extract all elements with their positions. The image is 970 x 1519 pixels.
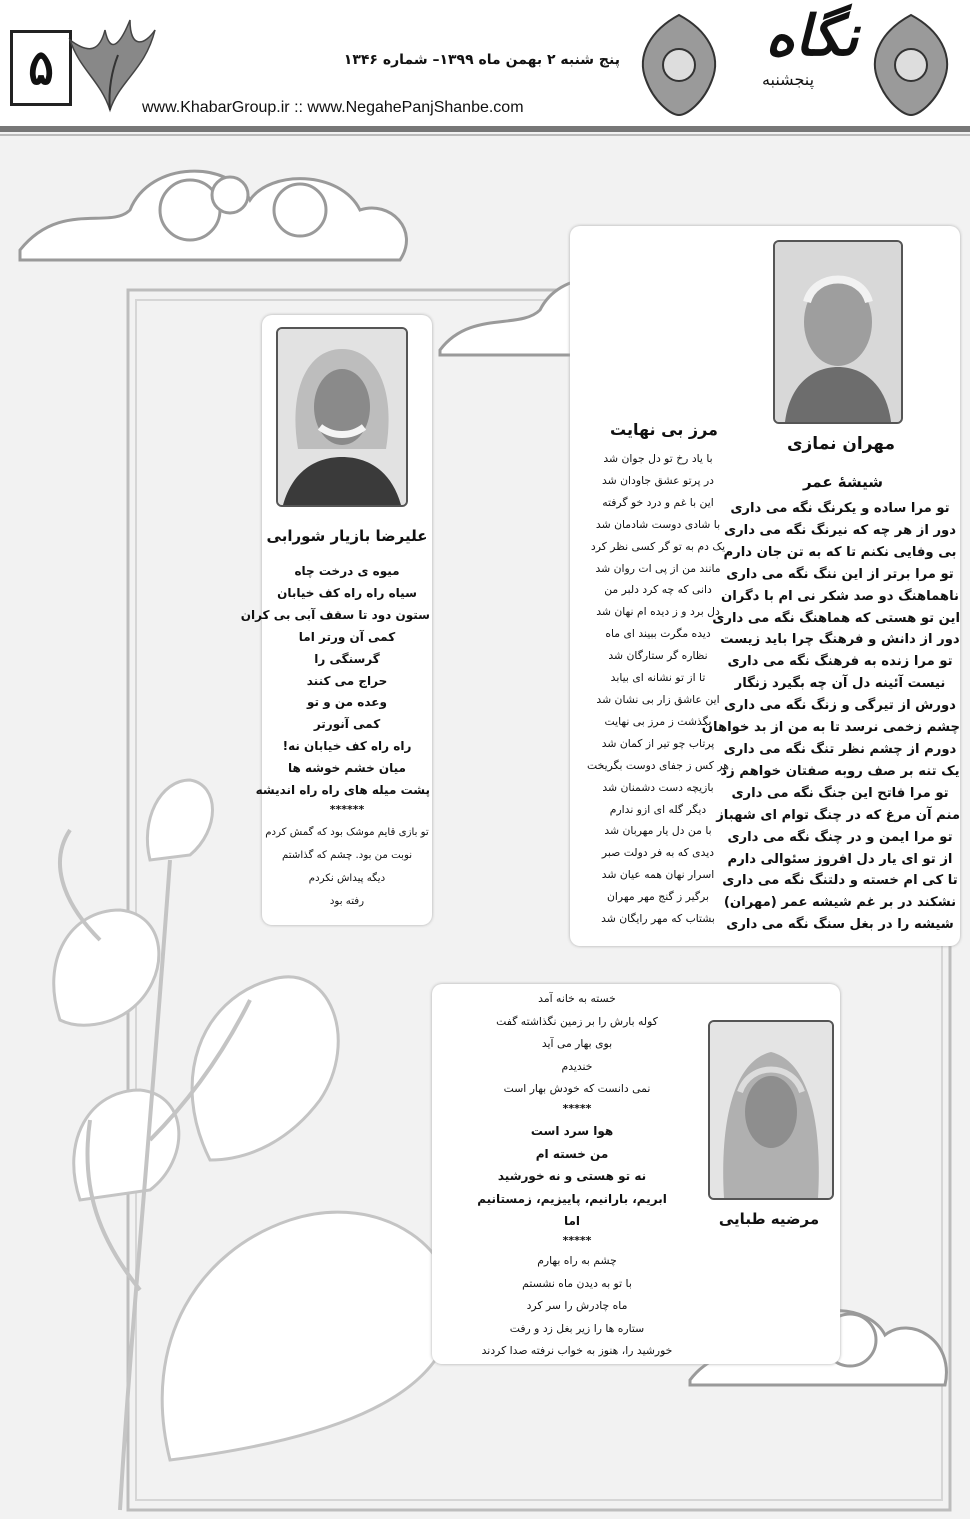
poem-body-shisheh xyxy=(701,498,960,936)
verse-line: مانند من از پی ات روان شد xyxy=(595,561,721,575)
verse-line: نشکند در بر غم شیشه عمر (مهران) xyxy=(723,895,957,911)
verse-line: بازیچه دست دشمنان شد xyxy=(602,780,714,794)
poem-body-marz xyxy=(574,448,742,930)
card-tabaei xyxy=(432,984,840,1364)
verse-line: گرسنگی را xyxy=(314,651,380,666)
verse-line: تا از تو نشانه ای بیابد xyxy=(610,671,706,685)
verse-line: دور از هر چه که نیرنگ نگه می داری xyxy=(724,522,956,538)
verse-line: این عاشق زار بی نشان شد xyxy=(596,692,720,706)
portrait-namazi xyxy=(773,240,903,424)
verse-line: دورم از چشم نظر تنگ نگه می داری xyxy=(723,741,957,757)
verse-line: هوا سرد است xyxy=(530,1124,614,1138)
verse-line: پشت میله های راه راه اندیشه xyxy=(255,783,430,798)
verse-line: کمی آنورتر xyxy=(313,717,381,732)
card-bazyar xyxy=(240,315,432,925)
verse-line: دل برد و ز دیده ام نهان شد xyxy=(596,605,720,619)
ornament-left-icon xyxy=(632,10,727,120)
header-rule-thin xyxy=(0,134,970,136)
poem-title-marz: مرز بی نهایت xyxy=(610,420,718,439)
verse-line: دانی که چه کرد دلبر من xyxy=(604,583,712,597)
verse-line: حراج می کنند xyxy=(306,673,388,688)
poem-body-bazyar-2 xyxy=(264,821,430,913)
verse-line: ستاره ها را زیر بغل زد و رفت xyxy=(509,1321,645,1335)
verse-line: هر کس ز جفای دوست بگریخت xyxy=(587,758,729,772)
verse-line: پرتاب چو تیر از کمان شد xyxy=(601,736,715,750)
verse-line: منم آن مرغ که در چنگ توام ای شهباز xyxy=(716,807,960,823)
verse-line: من خسته ام xyxy=(535,1146,609,1161)
verse-line: نمی دانست که خودش بهار است xyxy=(503,1082,651,1095)
verse-line: ستون دود تا سقف آبی بی کران xyxy=(240,607,430,622)
poem-body-tabaei-1 xyxy=(452,988,702,1101)
logo-title: نگاه xyxy=(765,3,859,69)
verse-line: این تو هستی که هماهنگ نگه می داری xyxy=(712,610,960,626)
verse-line: کمی آن ورتر اما xyxy=(298,629,396,644)
verse-line: اما xyxy=(563,1214,581,1228)
verse-line: دیدی که به فر دولت صبر xyxy=(601,846,715,860)
masthead-logo xyxy=(632,4,962,126)
verse-line: شیشه را در بغل سنگ نگه می داری xyxy=(726,917,954,933)
poet-name-tabaei: مرضیه طبایی xyxy=(718,1210,820,1228)
verse-line: نه تو هستی و نه خورشید xyxy=(497,1169,647,1183)
issue-date-line: پنج شنبه ۲ بهمن ماه ۱۳۹۹– شماره ۱۳۴۶ xyxy=(343,52,620,68)
verse-line: میوه ی درخت چاه xyxy=(294,564,400,578)
poem-body-tabaei-2 xyxy=(442,1120,702,1233)
elder-man-portrait-icon xyxy=(278,329,406,505)
verse-line: چشم به راه بهارم xyxy=(537,1254,617,1267)
verse-line: با من دل یار مهربان شد xyxy=(604,824,712,838)
verse-line: خسته به خانه آمد xyxy=(538,992,616,1005)
verse-line: برگیر ز گنج مهر مهران xyxy=(607,890,709,904)
verse-line: با تو به دیدن ماه نشستم xyxy=(522,1276,632,1290)
verse-line: در پرتو عشق جاودان شد xyxy=(601,473,714,487)
verse-line: دور از دانش و فرهنگ چرا باید زیست xyxy=(720,632,960,648)
verse-line: سیاه راه راه کف خیابان xyxy=(277,585,417,600)
verse-line: تو بازی قایم موشک بود که گمش کردم xyxy=(265,827,429,838)
verse-line: با یاد رخ تو دل جوان شد xyxy=(603,452,713,465)
poet-name-bazyar: علیرضا بازیار شورابی xyxy=(266,527,428,545)
header-rule xyxy=(0,126,970,132)
verse-line: نوبت من بود. چشم که گذاشتم xyxy=(281,850,413,861)
verse-line: تا کی ام خسته و دلتنگ نگه می داری xyxy=(722,873,958,889)
verse-line: بگذشت ز مرز بی نهایت xyxy=(604,714,712,728)
poem-body-bazyar xyxy=(240,561,430,802)
verse-line: رفته بود xyxy=(329,896,365,907)
verse-line: این با غم و درد خو گرفته xyxy=(602,495,714,509)
page-header xyxy=(0,0,970,132)
verse-line: راه راه کف خیابان نه! xyxy=(282,739,412,754)
verse-line: وعده من و تو xyxy=(307,695,387,710)
verse-line: بوی بهار می آید xyxy=(541,1037,613,1050)
website-links: www.KhabarGroup.ir :: www.NegahePanjShanbe.com xyxy=(142,99,524,116)
verse-line: بشتاب که مهر رایگان شد xyxy=(601,912,715,926)
card-namazi xyxy=(570,226,960,946)
verse-line: دیگه پیداش نکردم xyxy=(308,873,386,884)
poet-name-namazi: مهران نمازی xyxy=(786,434,896,454)
verse-line: خندیدم xyxy=(561,1059,593,1073)
poem-body-tabaei-3 xyxy=(452,1250,702,1363)
verse-line: بی وفایی نکنم تا که به تن جان دارم xyxy=(723,544,957,560)
verse-line: نیست آئینه دل آن چه بگیرد زنگار xyxy=(734,676,946,692)
man-portrait-icon xyxy=(775,242,901,422)
verse-line: از تو ای یار دل افروز سئوالی دارم xyxy=(727,851,953,867)
verse-line: ناهماهنگ دو صد شکر نی ام با دگران xyxy=(721,588,959,604)
separator-bazyar: ****** xyxy=(329,803,365,816)
verse-line: اسرار نهان همه عیان شد xyxy=(601,868,715,882)
verse-line: تو مرا زنده به فرهنگ نگه می داری xyxy=(727,654,953,670)
verse-line: میان خشم خوشه ها xyxy=(288,761,406,776)
verse-line: با شادی دوست شادمان شد xyxy=(595,517,721,531)
poem-title-shisheh: شیشهٔ عمر xyxy=(802,473,884,491)
woman-portrait-icon xyxy=(710,1022,832,1198)
logo-subtitle: پنجشنبه xyxy=(761,70,815,89)
verse-line: ابریم، بارانیم، پاییزیم، زمستانیم xyxy=(477,1191,667,1206)
separator-tabaei-2: ***** xyxy=(562,1234,592,1247)
verse-line: خورشید را، هنوز به خواب نرفته صدا کردند xyxy=(481,1344,673,1357)
verse-line: تو مرا برتر از این ننگ نگه می داری xyxy=(726,566,954,582)
verse-line: دورش از تیرگی و زنگ نگه می داری xyxy=(724,698,956,714)
verse-line: تو مرا ایمن و در چنگ نگه می داری xyxy=(727,829,953,845)
verse-line: یک تنه بر صف روبه صفتان خواهم زد xyxy=(720,763,960,779)
verse-line: تو مرا فاتح این جنگ نگه می داری xyxy=(731,785,949,801)
separator-tabaei-1: ***** xyxy=(562,1102,592,1115)
page-number: ۵ xyxy=(28,40,54,96)
verse-line: کوله بارش را بر زمین نگذاشته گفت xyxy=(496,1014,658,1028)
verse-line: نظاره گر ستارگان شد xyxy=(608,649,708,663)
verse-line: دیگر گله ای ازو ندارم xyxy=(609,802,707,816)
ornament-right-icon xyxy=(864,10,959,120)
verse-line: دیده مگرت ببیند ای ماه xyxy=(605,627,711,641)
verse-line: چشم زخمی نرسد تا به من از بد خواهان xyxy=(701,720,960,736)
verse-line: تو مرا ساده و یکرنگ نگه می داری xyxy=(730,501,950,516)
portrait-tabaei xyxy=(708,1020,834,1200)
portrait-bazyar xyxy=(276,327,408,507)
verse-line: یک دم به تو گر کسی نظر کرد xyxy=(590,539,726,553)
verse-line: ماه چادرش را سر کرد xyxy=(526,1299,628,1312)
